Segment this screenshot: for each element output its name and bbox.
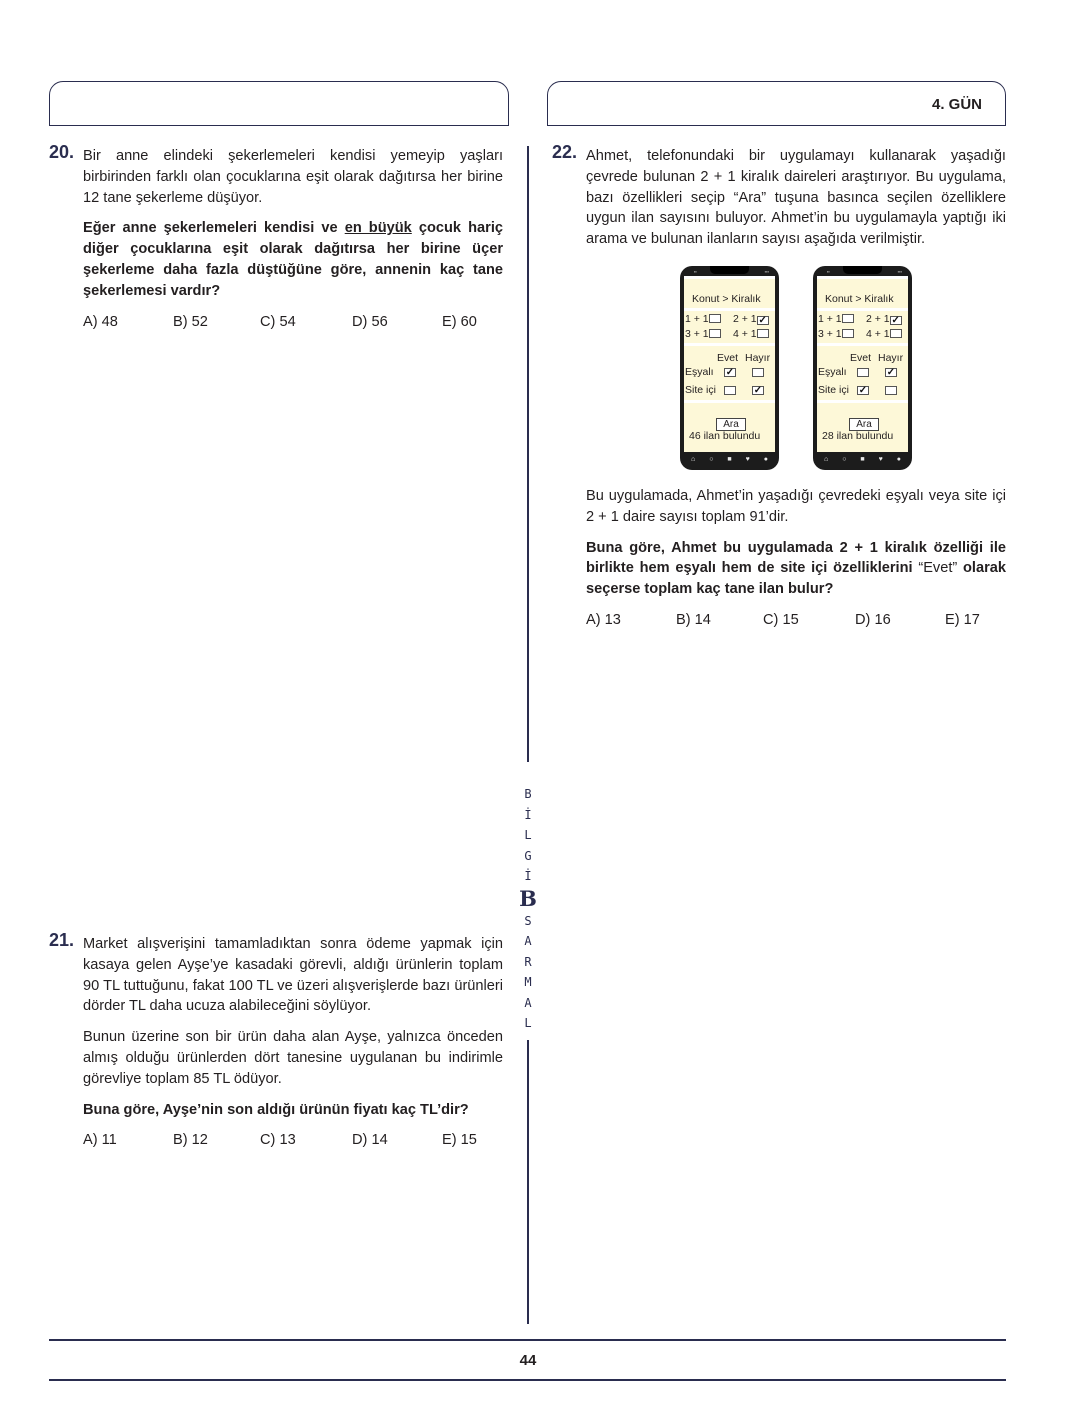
option-2-1: 2 + 1 ✓ (866, 313, 900, 326)
checkbox-3-1[interactable] (842, 329, 854, 338)
choice-b[interactable]: B) 14 (676, 611, 711, 628)
choice-a[interactable]: A) 13 (586, 611, 621, 628)
status-bar-icons: ▪▪▪ (897, 269, 902, 274)
choice-e[interactable]: E) 60 (442, 313, 477, 330)
question-20 (49, 142, 504, 332)
message-icon[interactable]: ■ (727, 455, 732, 463)
category-title: Konut > Kiralık (692, 293, 761, 305)
column-divider-top (527, 146, 529, 762)
choice-d[interactable]: D) 14 (352, 1132, 388, 1149)
status-bar-time: ▪▪ (827, 269, 830, 274)
column-no: Hayır (878, 352, 904, 364)
phone-screen (684, 276, 775, 452)
option-2-1: 2 + 1 ✓ (733, 313, 767, 326)
home-icon[interactable]: ⌂ (823, 455, 829, 463)
row-furnished: Eşyalı (685, 366, 714, 378)
furnished-yes-checkbox[interactable] (857, 368, 869, 377)
day-label: 4. GÜN (931, 96, 982, 113)
result-count: 28 ilan bulundu (822, 430, 894, 442)
choice-b[interactable]: B) 52 (173, 313, 208, 330)
column-no: Hayır (745, 352, 771, 364)
home-icon[interactable]: ⌂ (690, 455, 696, 463)
option-1-1: 1 + 1 (818, 313, 854, 325)
checkbox-2-1[interactable]: ✓ (758, 315, 767, 326)
column-yes: Evet (850, 352, 872, 364)
checkbox-2-1[interactable]: ✓ (891, 315, 900, 326)
message-icon[interactable]: ■ (860, 455, 865, 463)
choice-e[interactable]: E) 15 (442, 1132, 477, 1149)
footer-rule-top (49, 1339, 1006, 1341)
column-yes: Evet (717, 352, 739, 364)
question-prompt: Eğer anne şekerlemeleri kendisi ve en büyük çocuk hariç diğer çocuklarına eşit olarak dağıtırsa her birine üçer şekerleme daha fazla düştüğüne göre, annenin kaç tane şekerlemesi vardır? (83, 220, 504, 299)
question-text: Market alışverişini tamamladıktan sonra ödeme yapmak için kasaya gelen Ayşe’ye kasadaki görevli, aldığı ürünlerin toplam 90 TL tuttuğunu, fakat 100 TL ve üzeri alışverişlerde bazı ürünleri dörder TL daha ucuza alabileceğini söylüyor. (83, 936, 503, 1015)
row-site: Site içi (818, 384, 849, 396)
choice-e[interactable]: E) 17 (945, 611, 980, 628)
site-yes-checkbox[interactable]: ✓ (858, 385, 868, 396)
page-number: 44 (519, 1352, 537, 1369)
question-22-continued (586, 486, 1006, 631)
choice-c[interactable]: C) 15 (763, 611, 799, 628)
question-text: Bir anne elindeki şekerlemeleri kendisi yemeyip yaşları birbirinden farklı olan çocuklarına eşit olarak dağıtırsa her birine 12 tane şekerleme düşüyor. (83, 148, 503, 206)
choice-d[interactable]: D) 16 (855, 611, 891, 628)
answer-choices (83, 312, 503, 333)
site-yes-checkbox[interactable] (724, 386, 736, 395)
result-count: 46 ilan bulundu (689, 430, 761, 442)
row-site: Site içi (685, 384, 716, 396)
question-number: 20. (49, 142, 75, 162)
brand-vertical: B İ L G İ B S A R M A L (517, 784, 539, 1034)
checkbox-1-1[interactable] (709, 314, 721, 323)
choice-a[interactable]: A) 11 (83, 1132, 117, 1149)
status-bar-time: ▪▪ (694, 269, 697, 274)
choice-c[interactable]: C) 13 (260, 1132, 296, 1149)
profile-icon[interactable]: ● (896, 455, 901, 463)
header-box-right (547, 81, 1006, 126)
question-prompt: Buna göre, Ahmet bu uygulamada 2 + 1 kiralık özelliği ile birlikte hem eşyalı hem de site içi özelliklerini “Evet” olarak seçerse toplam kaç tane ilan bulur? (586, 539, 1006, 598)
search-button[interactable]: Ara (849, 418, 879, 431)
furnished-no-checkbox[interactable] (752, 368, 764, 377)
choice-b[interactable]: B) 12 (173, 1132, 208, 1149)
category-title: Konut > Kiralık (825, 293, 894, 305)
checkbox-4-1[interactable] (757, 329, 769, 338)
heart-icon[interactable]: ♥ (745, 455, 750, 463)
brand-logo-icon: B (519, 885, 537, 911)
furnished-no-checkbox[interactable]: ✓ (886, 367, 896, 378)
profile-icon[interactable]: ● (763, 455, 768, 463)
status-bar-icons: ▪▪▪ (764, 269, 769, 274)
header-box-left (49, 81, 509, 126)
search-icon[interactable]: ○ (842, 455, 847, 463)
checkbox-3-1[interactable] (709, 329, 721, 338)
phone-search-2 (813, 266, 912, 470)
question-prompt: Buna göre, Ayşe’nin son aldığı ürünün fiyatı kaç TL’dir? (83, 1101, 469, 1118)
choice-d[interactable]: D) 56 (352, 313, 388, 330)
option-1-1: 1 + 1 (685, 313, 721, 325)
column-divider-bottom (527, 1040, 529, 1324)
option-4-1: 4 + 1 (866, 328, 902, 340)
checkbox-4-1[interactable] (890, 329, 902, 338)
furnished-yes-checkbox[interactable]: ✓ (725, 367, 735, 378)
phone-notch (710, 266, 749, 274)
phone-screen (817, 276, 908, 452)
question-22 (552, 142, 1006, 260)
question-text: Ahmet, telefonundaki bir uygulamayı kullanarak yaşadığı çevrede bulunan 2 + 1 kiralık daireleri araştırıyor. Bu uygulama, bazı özellikleri seçip “Ara” tuşuna basınca seçilen özelliklere uygun ilan sayısını buluyor. Ahmet’in bu uygulamayla yaptığı iki arama ve bulunan ilanların sayısı aşağıda verilmiştir. (586, 148, 1006, 248)
question-21 (49, 930, 503, 1151)
checkbox-1-1[interactable] (842, 314, 854, 323)
search-button[interactable]: Ara (716, 418, 746, 431)
answer-choices (83, 1130, 503, 1151)
option-3-1: 3 + 1 (818, 328, 854, 340)
phone-navbar (684, 452, 775, 466)
answer-choices (586, 610, 1006, 631)
phone-navbar (817, 452, 908, 466)
heart-icon[interactable]: ♥ (878, 455, 883, 463)
phone-notch (843, 266, 882, 274)
question-text-2: Bunun üzerine son bir ürün daha alan Ayşe, yalnızca önceden almış olduğu ürünlerden dört tanesine uygulanan bu indirimle görevliye toplam 85 TL ödüyor. (83, 1029, 503, 1087)
site-no-checkbox[interactable] (885, 386, 897, 395)
row-furnished: Eşyalı (818, 366, 847, 378)
phone-search-1 (680, 266, 779, 470)
site-no-checkbox[interactable]: ✓ (753, 385, 763, 396)
choice-a[interactable]: A) 48 (83, 313, 118, 330)
question-number: 21. (49, 930, 75, 950)
search-icon[interactable]: ○ (709, 455, 714, 463)
footer-rule-bottom (49, 1379, 1006, 1381)
option-3-1: 3 + 1 (685, 328, 721, 340)
question-text-2: Bu uygulamada, Ahmet’in yaşadığı çevredeki eşyalı veya site içi 2 + 1 daire sayısı toplam 91’dir. (586, 488, 1006, 525)
option-4-1: 4 + 1 (733, 328, 769, 340)
question-number: 22. (552, 142, 578, 162)
choice-c[interactable]: C) 54 (260, 313, 296, 330)
